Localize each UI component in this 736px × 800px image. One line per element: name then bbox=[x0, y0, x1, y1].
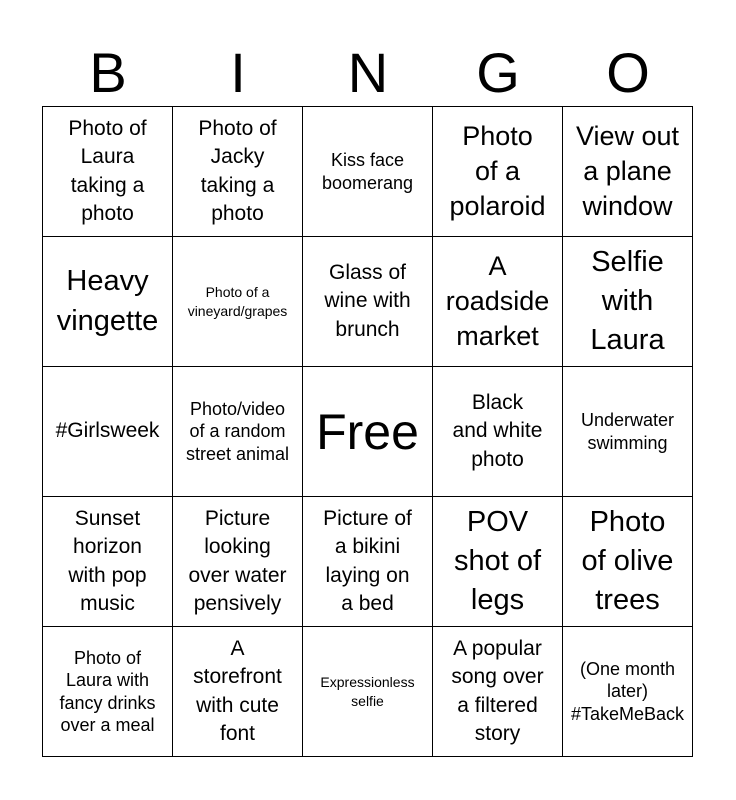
bingo-cell[interactable] bbox=[172, 496, 303, 627]
cell-text: Selfie with Laura bbox=[590, 245, 665, 357]
cell-text: A storefront with cute font bbox=[193, 636, 282, 745]
bingo-cell[interactable] bbox=[302, 496, 433, 627]
header-letter-n: N bbox=[347, 41, 389, 104]
cell-text: Picture looking over water pensively bbox=[188, 506, 287, 615]
bingo-cell[interactable] bbox=[302, 106, 433, 237]
cell-text: Photo of a vineyard/grapes bbox=[187, 283, 288, 319]
cell-text: POV shot of legs bbox=[453, 505, 542, 617]
cell-text: Photo of Jacky taking a photo bbox=[198, 116, 277, 225]
bingo-cell[interactable] bbox=[172, 236, 303, 367]
bingo-cell[interactable] bbox=[562, 236, 693, 367]
header-letter-o: O bbox=[606, 41, 650, 104]
cell-text: Heavy vingette bbox=[56, 265, 159, 337]
bingo-cell[interactable] bbox=[172, 366, 303, 497]
bingo-board bbox=[43, 107, 693, 757]
bingo-cell[interactable] bbox=[42, 236, 173, 367]
cell-text: Kiss face boomerang bbox=[321, 150, 414, 193]
cell-text: View out a plane window bbox=[575, 120, 680, 222]
bingo-cell[interactable] bbox=[562, 626, 693, 757]
cell-text: Photo/video of a random street animal bbox=[185, 398, 290, 464]
bingo-header bbox=[43, 38, 693, 108]
bingo-cell[interactable] bbox=[562, 496, 693, 627]
cell-text: Free bbox=[316, 403, 419, 460]
bingo-cell[interactable] bbox=[42, 626, 173, 757]
bingo-cell[interactable] bbox=[562, 106, 693, 237]
cell-text: (One month later) #TakeMeBack bbox=[570, 658, 685, 724]
cell-text: Photo of Laura taking a photo bbox=[68, 116, 147, 225]
header-letter-b: B bbox=[89, 41, 127, 104]
cell-text: Underwater swimming bbox=[580, 410, 675, 453]
bingo-cell[interactable] bbox=[432, 366, 563, 497]
free-space[interactable] bbox=[302, 366, 433, 497]
cell-text: #Girlsweek bbox=[55, 419, 160, 443]
cell-text: A roadside market bbox=[445, 250, 550, 352]
bingo-cell[interactable] bbox=[42, 496, 173, 627]
cell-text: Picture of a bikini laying on a bed bbox=[323, 506, 412, 615]
bingo-cell[interactable] bbox=[562, 366, 693, 497]
header-letter-i: I bbox=[230, 41, 246, 104]
cell-text: Photo of olive trees bbox=[581, 505, 674, 617]
cell-text: Photo of Laura with fancy drinks over a meal bbox=[59, 647, 156, 735]
bingo-cell[interactable] bbox=[42, 366, 173, 497]
cell-text: Photo of a polaroid bbox=[449, 120, 546, 222]
cell-text: Sunset horizon with pop music bbox=[68, 506, 147, 615]
bingo-cell[interactable] bbox=[432, 496, 563, 627]
bingo-cell[interactable] bbox=[172, 626, 303, 757]
cell-text: Expressionless selfie bbox=[320, 673, 415, 709]
cell-text: A popular song over a filtered story bbox=[451, 636, 544, 745]
bingo-cell[interactable] bbox=[302, 626, 433, 757]
header-letter-g: G bbox=[476, 41, 520, 104]
bingo-cell[interactable] bbox=[172, 106, 303, 237]
bingo-cell[interactable] bbox=[432, 106, 563, 237]
bingo-cell[interactable] bbox=[42, 106, 173, 237]
cell-text: Glass of wine with brunch bbox=[324, 260, 411, 341]
bingo-cell[interactable] bbox=[432, 626, 563, 757]
bingo-cell[interactable] bbox=[432, 236, 563, 367]
cell-text: Black and white photo bbox=[452, 390, 543, 471]
bingo-cell[interactable] bbox=[302, 236, 433, 367]
